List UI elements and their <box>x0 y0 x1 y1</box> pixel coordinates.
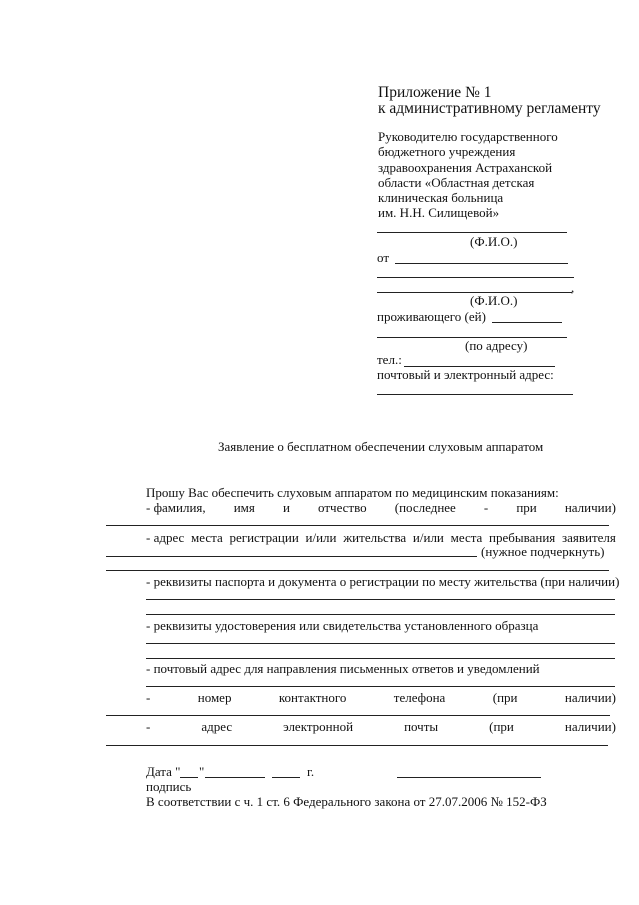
email-word: (при <box>489 719 514 734</box>
phone-word: (при <box>492 690 518 705</box>
addressee-line: Руководителю государственного <box>378 129 558 144</box>
postal-address-line[interactable] <box>146 686 615 687</box>
year-suffix: г. <box>307 764 315 779</box>
residing-label: проживающего (ей) <box>377 309 486 324</box>
addressee-name-line[interactable] <box>377 232 567 233</box>
phone-number-line[interactable] <box>106 715 610 716</box>
phone-word: телефона <box>393 690 446 705</box>
address-caption: (по адресу) <box>465 338 528 353</box>
request-text: Прошу Вас обеспечить слуховым аппаратом по медицинским показаниям: <box>146 485 559 500</box>
fio-word: (последнее <box>394 500 456 515</box>
certificate-line[interactable] <box>146 643 615 644</box>
postal-email-line[interactable] <box>377 394 573 395</box>
residing-line[interactable] <box>492 322 562 323</box>
from-label: от <box>377 250 390 265</box>
address-word: и/или <box>305 530 337 545</box>
application-title: Заявление о бесплатном обеспечении слуховым аппаратом <box>218 439 544 454</box>
email-word: адрес <box>201 719 233 734</box>
fio-caption: (Ф.И.О.) <box>470 234 518 249</box>
passport-line[interactable] <box>146 599 615 600</box>
addressee-line: здравоохранения Астраханской <box>378 159 553 175</box>
email-word: электронной <box>283 719 354 734</box>
law-text: В соответствии с ч. 1 ст. 6 Федерального закона от 27.07.2006 № 152-ФЗ <box>146 794 547 809</box>
certificate-line-2[interactable] <box>146 658 615 659</box>
address-word: места <box>191 530 223 545</box>
addressee-line: им. Н.Н. Силищевой» <box>378 205 500 221</box>
address-word: заявителя <box>561 530 616 545</box>
email-word: - <box>146 719 151 734</box>
passport-label: - реквизиты паспорта и документа о регистрации по месту жительства (при наличии) <box>146 574 620 589</box>
address-word: жительства <box>343 530 407 545</box>
date-day-line[interactable] <box>180 777 198 778</box>
fio-word: и <box>282 500 290 515</box>
fio-word: имя <box>233 500 255 515</box>
phone-word: номер <box>197 690 232 705</box>
from-name-line[interactable] <box>395 263 568 264</box>
fio-caption: (Ф.И.О.) <box>470 293 518 308</box>
date-quote: " <box>199 764 205 779</box>
postal-email-label: почтовый и электронный адрес: <box>377 367 554 382</box>
fio-word: наличии) <box>564 500 616 515</box>
phone-label: тел.: <box>377 352 402 367</box>
email-field-label <box>146 719 616 735</box>
passport-line-2[interactable] <box>146 614 615 615</box>
fio-word: - <box>483 500 489 515</box>
appendix-title: Приложение № 1 <box>378 84 492 101</box>
fio-word: - фамилия, <box>146 500 206 515</box>
email-word: наличии) <box>564 719 616 734</box>
address-line[interactable] <box>106 556 477 557</box>
underline-note: (нужное подчеркнуть) <box>481 544 605 559</box>
addressee-line: области «Областная детская <box>378 174 535 190</box>
email-word: почты <box>404 719 439 734</box>
address-word: регистрации <box>229 530 299 545</box>
phone-word: контактного <box>278 690 347 705</box>
fio-field-label <box>146 500 616 516</box>
addressee-line: бюджетного учреждения <box>378 144 516 160</box>
appendix-subtitle: к административному регламенту <box>378 100 601 117</box>
trailing-comma: , <box>571 280 575 295</box>
phone-word: - <box>146 690 151 705</box>
addressee-line: клиническая больница <box>378 190 504 206</box>
from-name-line-2[interactable] <box>377 277 574 278</box>
date-year-line[interactable] <box>272 777 300 778</box>
certificate-label: - реквизиты удостоверения или свидетельства установленного образца <box>146 618 539 633</box>
email-line[interactable] <box>106 745 608 746</box>
signature-line[interactable] <box>397 777 541 778</box>
fio-word: при <box>516 500 537 515</box>
date-label: Дата " <box>146 764 181 779</box>
signature-label: подпись <box>146 779 192 794</box>
address-word: - адрес <box>146 530 185 545</box>
address-word: пребывания <box>489 530 556 545</box>
fio-line[interactable] <box>106 525 609 526</box>
phone-field-label <box>146 690 616 706</box>
address-word: и/или <box>412 530 444 545</box>
address-line-2[interactable] <box>106 570 609 571</box>
postal-address-label: - почтовый адрес для направления письменных ответов и уведомлений <box>146 661 540 676</box>
fio-word: отчество <box>318 500 367 515</box>
phone-word: наличии) <box>564 690 616 705</box>
date-month-line[interactable] <box>205 777 265 778</box>
address-word: места <box>450 530 483 545</box>
addressee-block <box>378 129 558 221</box>
